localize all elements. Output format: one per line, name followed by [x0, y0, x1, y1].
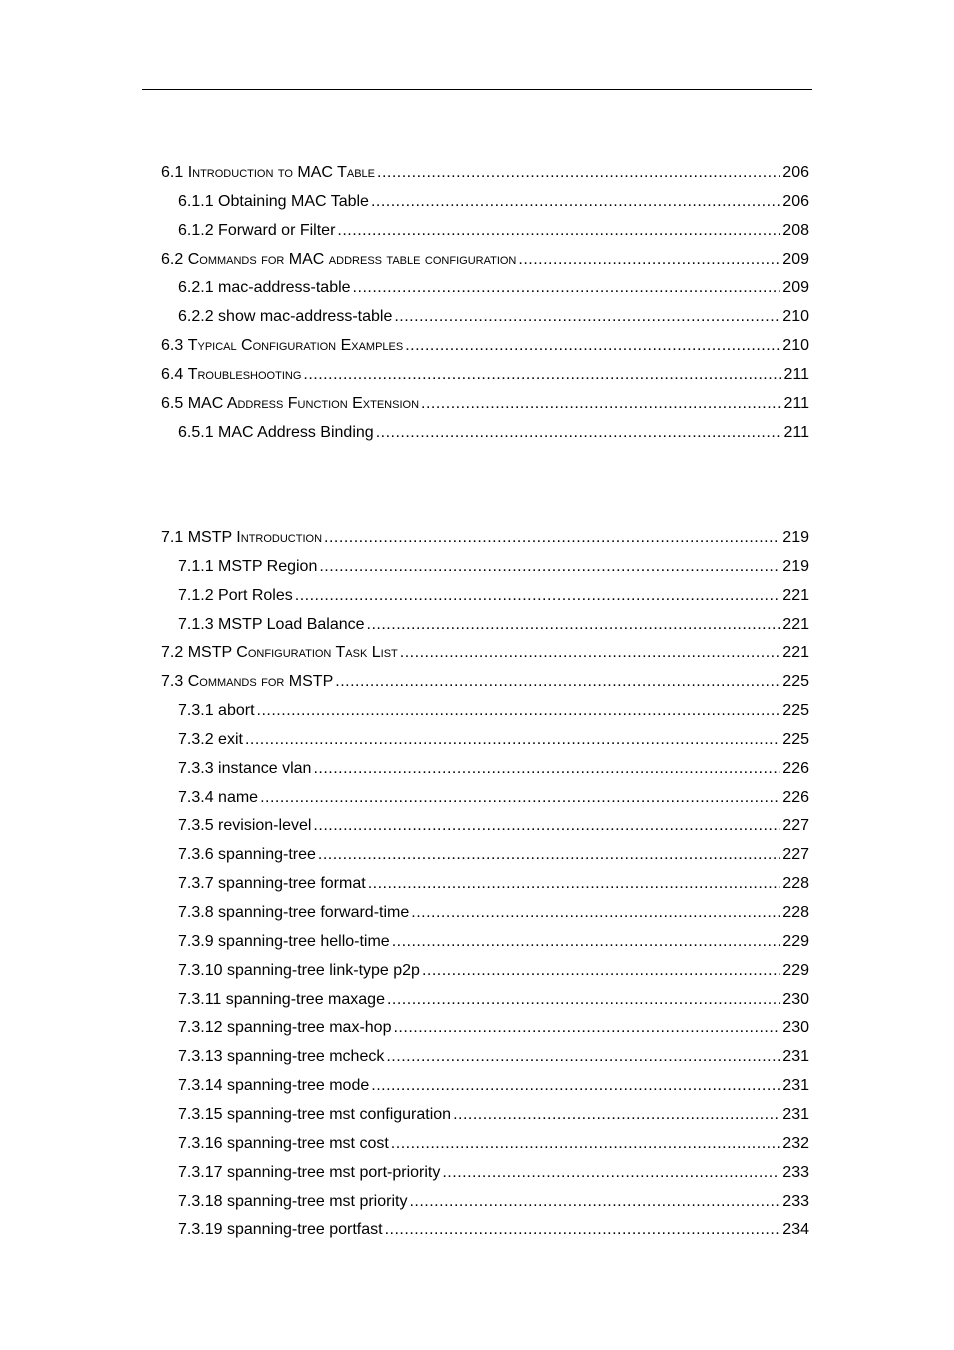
toc-leader-dots: [376, 422, 782, 444]
toc-leader-dots: [303, 364, 781, 386]
toc-entry[interactable]: [178, 1046, 809, 1068]
toc-entry-number: 6.1: [161, 164, 184, 181]
toc-leader-dots: [371, 191, 780, 213]
toc-entry-title: MSTP Region: [218, 557, 318, 575]
toc-entry[interactable]: [178, 758, 809, 780]
toc-entry-page: 211: [783, 394, 809, 412]
toc-leader-dots: [411, 902, 780, 924]
toc-entry-page: 230: [782, 1019, 809, 1037]
toc-leader-dots: [337, 220, 780, 242]
toc-entry[interactable]: [161, 671, 809, 693]
toc-entry-page: 206: [782, 164, 809, 181]
toc-entry[interactable]: [178, 1017, 809, 1039]
toc-entry[interactable]: [178, 787, 809, 809]
toc-entry-page: 210: [782, 308, 809, 326]
toc-entry-title: Troubleshooting: [187, 365, 302, 383]
toc-entry-number: 7.3.1: [178, 702, 214, 720]
toc-entry[interactable]: [178, 556, 809, 578]
toc-leader-dots: [394, 306, 780, 328]
toc-entry-number: 7.1.1: [178, 557, 214, 575]
toc-entry-title: Forward or Filter: [218, 221, 336, 239]
toc-entry-page: 221: [782, 586, 809, 604]
toc-entry-page: 219: [782, 528, 809, 546]
toc-entry-page: 206: [782, 192, 809, 210]
toc-entry-page: 208: [782, 221, 809, 239]
toc-leader-dots: [385, 1219, 781, 1241]
toc-entry-title: spanning-tree forward-time: [218, 904, 410, 921]
toc-leader-dots: [400, 642, 781, 664]
toc-entry-number: 6.1.1: [178, 192, 214, 210]
toc-entry[interactable]: [178, 960, 809, 982]
toc-entry[interactable]: [178, 1162, 809, 1184]
toc-entry-number: 7.3.19: [178, 1221, 223, 1239]
toc-leader-dots: [353, 277, 781, 299]
toc-entry-page: 226: [782, 759, 809, 777]
toc-entry[interactable]: [178, 191, 809, 213]
toc-entry-number: 6.2: [161, 250, 184, 268]
toc-entry-number: 7.3.10: [178, 961, 223, 979]
toc-entry-page: 228: [782, 875, 809, 893]
toc-leader-dots: [393, 1017, 780, 1039]
toc-entry-title: MAC Address Function Extension: [187, 394, 420, 412]
toc-entry-page: 210: [782, 337, 809, 355]
toc-entry-title: spanning-tree mst configuration: [226, 1105, 452, 1123]
toc-entry-number: 7.3.15: [178, 1105, 223, 1123]
toc-entry-number: 7.3.12: [178, 1019, 223, 1037]
toc-entry[interactable]: [161, 642, 809, 664]
toc-entry-number: 7.3.3: [178, 759, 214, 777]
toc-entry-number: 6.3: [161, 337, 184, 355]
toc-entry[interactable]: [178, 277, 809, 299]
toc-entry-title: spanning-tree mode: [226, 1077, 370, 1095]
toc-leader-dots: [405, 335, 780, 357]
toc-entry-page: 211: [783, 365, 809, 383]
toc-entry-title: spanning-tree portfast: [226, 1221, 383, 1239]
toc-entry-title: Commands for MSTP: [187, 673, 334, 691]
toc-entry[interactable]: [178, 902, 809, 924]
toc-entry-title: spanning-tree hello-time: [218, 932, 390, 950]
toc-leader-dots: [371, 1075, 780, 1097]
toc-entry[interactable]: [161, 249, 809, 271]
toc-entry-page: 209: [782, 279, 809, 297]
toc-leader-dots: [257, 700, 781, 722]
toc-entry-page: 233: [782, 1192, 809, 1210]
toc-leader-dots: [368, 873, 781, 895]
toc-entry-page: 233: [782, 1163, 809, 1181]
toc-entry-page: 225: [782, 730, 809, 748]
toc-entry-title: name: [218, 788, 259, 806]
toc-entry[interactable]: [161, 527, 809, 549]
toc-entry-page: 232: [782, 1134, 809, 1152]
toc-entry[interactable]: [178, 931, 809, 953]
toc-entry[interactable]: [178, 1133, 809, 1155]
toc-entry-title: spanning-tree link-type p2p: [226, 961, 420, 979]
toc-entry-number: 7.1: [161, 528, 184, 546]
toc-leader-dots: [518, 249, 780, 271]
toc-entry-number: 7.3.13: [178, 1048, 223, 1066]
toc-leader-dots: [313, 815, 780, 837]
toc-entry-page: 231: [782, 1105, 809, 1123]
toc-entry-title: Port Roles: [218, 586, 293, 604]
toc-entry[interactable]: [178, 306, 809, 328]
toc-entry-number: 7.3.11: [178, 990, 222, 1008]
toc-entry-title: exit: [218, 730, 243, 748]
toc-entry-number: 7.3.6: [178, 846, 214, 864]
toc-entry-page: 225: [782, 702, 809, 720]
toc-entry[interactable]: [178, 873, 809, 895]
toc-leader-dots: [421, 393, 781, 415]
toc-entry-title: spanning-tree format: [218, 875, 366, 893]
toc-entry-page: 221: [782, 644, 809, 662]
toc-entry-number: 6.4: [161, 365, 184, 383]
toc-entry[interactable]: [178, 585, 809, 607]
toc-entry-number: 7.3.2: [178, 730, 214, 748]
toc-entry-title: MSTP Configuration Task List: [187, 644, 398, 662]
toc-entry-page: 226: [782, 788, 809, 806]
toc-leader-dots: [318, 844, 780, 866]
toc-entry-page: 209: [782, 250, 809, 268]
toc-entry-number: 7.3.7: [178, 875, 214, 893]
toc-entry-page: 219: [782, 557, 809, 575]
toc-entry[interactable]: [178, 989, 809, 1011]
toc-entry-number: 6.1.2: [178, 221, 214, 239]
toc-entry-number: 6.2.1: [178, 279, 214, 297]
toc-entry-number: 7.2: [161, 644, 184, 662]
toc-entry[interactable]: [178, 1104, 809, 1126]
toc-leader-dots: [377, 162, 780, 184]
toc-entry[interactable]: [161, 162, 809, 184]
toc-entry-page: 229: [782, 932, 809, 950]
toc-entry-title: instance vlan: [218, 759, 312, 777]
toc-entry-title: MAC Address Binding: [218, 423, 374, 441]
toc-entry-number: 7.3: [161, 673, 184, 691]
toc-entry-title: spanning-tree mst cost: [226, 1134, 389, 1152]
toc-entry-title: Obtaining MAC Table: [218, 192, 369, 210]
toc-entry-page: 231: [782, 1077, 809, 1095]
toc-entry[interactable]: [161, 364, 809, 386]
toc-entry-number: 7.1.2: [178, 586, 214, 604]
toc-leader-dots: [313, 758, 780, 780]
toc-entry[interactable]: [178, 1191, 809, 1213]
toc-entry-title: MSTP Load Balance: [218, 615, 365, 633]
toc-entry-title: Typical Configuration Examples: [187, 337, 404, 355]
toc-entry-title: Commands for MAC address table configuration: [187, 250, 517, 268]
toc-leader-dots: [442, 1162, 780, 1184]
toc-entry-title: spanning-tree mcheck: [226, 1048, 385, 1066]
toc-entry-title: spanning-tree mst port-priority: [226, 1163, 441, 1181]
toc-entry-page: 231: [782, 1048, 809, 1066]
toc-leader-dots: [422, 960, 780, 982]
toc-entry-page: 234: [782, 1221, 809, 1239]
toc-leader-dots: [409, 1191, 780, 1213]
toc-leader-dots: [453, 1104, 780, 1126]
toc-entry-number: 7.3.17: [178, 1163, 223, 1181]
toc-entry-title: mac-address-table: [218, 279, 351, 297]
toc-leader-dots: [367, 614, 781, 636]
toc-entry-title: spanning-tree: [218, 846, 316, 864]
toc-entry-number: 7.1.3: [178, 615, 214, 633]
toc-entry-title: abort: [218, 702, 255, 720]
toc-entry-title: MSTP Introduction: [187, 528, 323, 546]
toc-leader-dots: [335, 671, 780, 693]
toc-entry[interactable]: [178, 614, 809, 636]
toc-entry-page: 225: [782, 673, 809, 691]
toc-entry[interactable]: [178, 844, 809, 866]
toc-leader-dots: [392, 931, 781, 953]
toc-entry-number: 7.3.8: [178, 904, 214, 921]
toc-entry-page: 230: [782, 990, 809, 1008]
toc-leader-dots: [387, 989, 780, 1011]
toc-entry-title: spanning-tree mst priority: [226, 1192, 408, 1210]
toc-entry-title: spanning-tree maxage: [225, 990, 385, 1008]
toc-entry[interactable]: [161, 393, 809, 415]
toc-entry[interactable]: [178, 815, 809, 837]
toc-entry-title: revision-level: [218, 817, 312, 835]
toc-leader-dots: [295, 585, 781, 607]
toc-entry-page: 227: [782, 846, 809, 864]
toc-entry-page: 211: [783, 423, 809, 441]
toc-entry[interactable]: [178, 729, 809, 751]
toc-entry[interactable]: [178, 422, 809, 444]
toc-entry-number: 7.3.16: [178, 1134, 223, 1152]
toc-entry-number: 6.2.2: [178, 308, 214, 326]
toc-entry-page: 221: [782, 615, 809, 633]
toc-leader-dots: [386, 1046, 780, 1068]
toc-leader-dots: [319, 556, 780, 578]
toc-entry-number: 7.3.14: [178, 1077, 223, 1095]
toc-entry[interactable]: [178, 1219, 809, 1241]
toc-leader-dots: [245, 729, 780, 751]
toc-leader-dots: [260, 787, 780, 809]
toc-entry[interactable]: [178, 700, 809, 722]
toc-entry-page: 228: [782, 904, 809, 921]
toc-entry-page: 227: [782, 817, 809, 835]
toc-entry[interactable]: [178, 220, 809, 242]
toc-entry[interactable]: [178, 1075, 809, 1097]
toc-entry-title: Introduction to MAC Table: [187, 164, 375, 181]
toc-entry[interactable]: [161, 335, 809, 357]
toc-entry-number: 6.5: [161, 394, 184, 412]
toc-entry-number: 6.5.1: [178, 423, 214, 441]
toc-entry-number: 7.3.18: [178, 1192, 223, 1210]
toc-entry-title: show mac-address-table: [218, 308, 393, 326]
toc-entry-number: 7.3.9: [178, 932, 214, 950]
toc-entry-page: 229: [782, 961, 809, 979]
toc-leader-dots: [324, 527, 780, 549]
toc-entry-title: spanning-tree max-hop: [226, 1019, 392, 1037]
toc-entry-number: 7.3.4: [178, 788, 214, 806]
header-rule: [142, 89, 812, 90]
toc-entry-number: 7.3.5: [178, 817, 214, 835]
toc-leader-dots: [391, 1133, 781, 1155]
